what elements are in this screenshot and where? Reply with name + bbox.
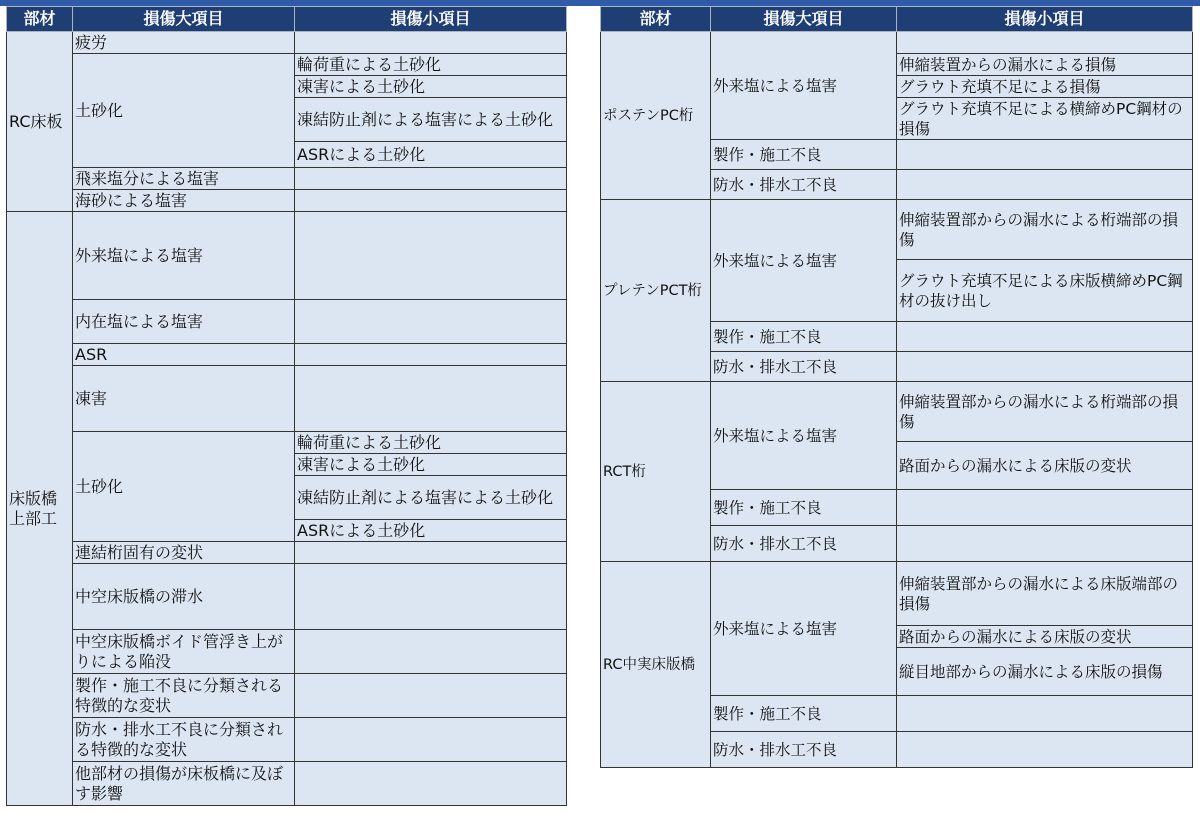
minor-item-cell (295, 718, 567, 762)
minor-item-cell: 凍害による土砂化 (295, 76, 567, 98)
table-row (7, 54, 567, 76)
minor-item-cell: 伸縮装置部からの漏水による床版端部の損傷 (897, 562, 1193, 626)
left-damage-table-container (6, 6, 566, 806)
table-row (7, 718, 567, 762)
minor-item-cell (897, 322, 1193, 352)
minor-item-cell (295, 32, 567, 54)
table-row (7, 674, 567, 718)
header-minor-item: 損傷小項目 (897, 7, 1193, 32)
table-row (7, 542, 567, 564)
minor-item-cell (295, 762, 567, 806)
member-cell: RC中実床版橋 (601, 562, 711, 768)
table-row (7, 762, 567, 806)
right-damage-table-container (600, 6, 1192, 768)
minor-item-cell (897, 696, 1193, 732)
minor-item-cell (295, 190, 567, 212)
minor-item-cell: 輪荷重による土砂化 (295, 54, 567, 76)
major-item-cell: 土砂化 (73, 432, 295, 542)
minor-item-cell: 輪荷重による土砂化 (295, 432, 567, 454)
major-item-cell: 外来塩による塩害 (711, 32, 897, 140)
major-item-cell: 製作・施工不良 (711, 322, 897, 352)
minor-item-cell (295, 542, 567, 564)
table-row (7, 32, 567, 54)
minor-item-cell (897, 170, 1193, 200)
major-item-cell: 外来塩による塩害 (711, 382, 897, 490)
major-item-cell: 他部材の損傷が床板橋に及ぼす影響 (73, 762, 295, 806)
table-row (7, 300, 567, 344)
minor-item-cell (295, 674, 567, 718)
header-member: 部材 (601, 7, 711, 32)
member-cell: RC床板 (7, 32, 73, 212)
minor-item-cell (295, 212, 567, 300)
minor-item-cell: 伸縮装置部からの漏水による桁端部の損傷 (897, 200, 1193, 260)
minor-item-cell (897, 526, 1193, 562)
major-item-cell: 製作・施工不良 (711, 490, 897, 526)
major-item-cell: 防水・排水工不良 (711, 170, 897, 200)
minor-item-cell: 縦目地部からの漏水による床版の損傷 (897, 648, 1193, 696)
major-item-cell: 外来塩による塩害 (73, 212, 295, 300)
major-item-cell: 防水・排水工不良 (711, 352, 897, 382)
right-damage-table (600, 6, 1193, 768)
table-row (601, 32, 1193, 54)
table-row (7, 630, 567, 674)
header-major-item: 損傷大項目 (711, 7, 897, 32)
right-table-body (601, 32, 1193, 768)
minor-item-cell: 凍結防止剤による塩害による土砂化 (295, 476, 567, 520)
major-item-cell: 内在塩による塩害 (73, 300, 295, 344)
minor-item-cell: 伸縮装置部からの漏水による桁端部の損傷 (897, 382, 1193, 442)
minor-item-cell (897, 140, 1193, 170)
table-row (7, 212, 567, 300)
minor-item-cell: 伸縮装置からの漏水による損傷 (897, 54, 1193, 76)
header-member: 部材 (7, 7, 73, 32)
table-header-row (601, 7, 1193, 32)
member-cell: RCT桁 (601, 382, 711, 562)
minor-item-cell (295, 366, 567, 432)
table-row (7, 168, 567, 190)
table-row (601, 562, 1193, 626)
minor-item-cell: 凍結防止剤による塩害による土砂化 (295, 98, 567, 142)
table-row (7, 190, 567, 212)
minor-item-cell: ASRによる土砂化 (295, 142, 567, 168)
minor-item-cell (897, 352, 1193, 382)
table-row (7, 432, 567, 454)
header-major-item: 損傷大項目 (73, 7, 295, 32)
minor-item-cell: グラウト充填不足による損傷 (897, 76, 1193, 98)
major-item-cell: 海砂による塩害 (73, 190, 295, 212)
major-item-cell: 凍害 (73, 366, 295, 432)
minor-item-cell: 路面からの漏水による床版の変状 (897, 626, 1193, 648)
table-row (7, 366, 567, 432)
left-damage-table (6, 6, 567, 806)
table-row (7, 344, 567, 366)
minor-item-cell: グラウト充填不足による横締めPC鋼材の損傷 (897, 98, 1193, 140)
major-item-cell: 中空床版橋の滞水 (73, 564, 295, 630)
table-row (601, 200, 1193, 260)
minor-item-cell (897, 490, 1193, 526)
table-header-row (7, 7, 567, 32)
major-item-cell: ASR (73, 344, 295, 366)
major-item-cell: 疲労 (73, 32, 295, 54)
minor-item-cell (897, 732, 1193, 768)
minor-item-cell: グラウト充填不足による床版横締めPC鋼材の抜け出し (897, 260, 1193, 322)
major-item-cell: 防水・排水工不良 (711, 732, 897, 768)
table-row (601, 382, 1193, 442)
major-item-cell: 飛来塩分による塩害 (73, 168, 295, 190)
major-item-cell: 製作・施工不良に分類される特徴的な変状 (73, 674, 295, 718)
minor-item-cell (295, 300, 567, 344)
minor-item-cell: 路面からの漏水による床版の変状 (897, 442, 1193, 490)
major-item-cell: 外来塩による塩害 (711, 562, 897, 696)
minor-item-cell (897, 32, 1193, 54)
left-table-body (7, 32, 567, 806)
header-minor-item: 損傷小項目 (295, 7, 567, 32)
minor-item-cell: 凍害による土砂化 (295, 454, 567, 476)
major-item-cell: 外来塩による塩害 (711, 200, 897, 322)
minor-item-cell (295, 344, 567, 366)
member-cell: プレテンPCT桁 (601, 200, 711, 382)
major-item-cell: 防水・排水工不良に分類される特徴的な変状 (73, 718, 295, 762)
major-item-cell: 中空床版橋ボイド管浮き上がりによる陥没 (73, 630, 295, 674)
major-item-cell: 製作・施工不良 (711, 696, 897, 732)
minor-item-cell (295, 168, 567, 190)
major-item-cell: 土砂化 (73, 54, 295, 168)
table-row (7, 564, 567, 630)
member-cell: ポステンPC桁 (601, 32, 711, 200)
minor-item-cell (295, 630, 567, 674)
member-cell: 床版橋上部工 (7, 212, 73, 806)
minor-item-cell: ASRによる土砂化 (295, 520, 567, 542)
major-item-cell: 連結桁固有の変状 (73, 542, 295, 564)
major-item-cell: 製作・施工不良 (711, 140, 897, 170)
major-item-cell: 防水・排水工不良 (711, 526, 897, 562)
minor-item-cell (295, 564, 567, 630)
